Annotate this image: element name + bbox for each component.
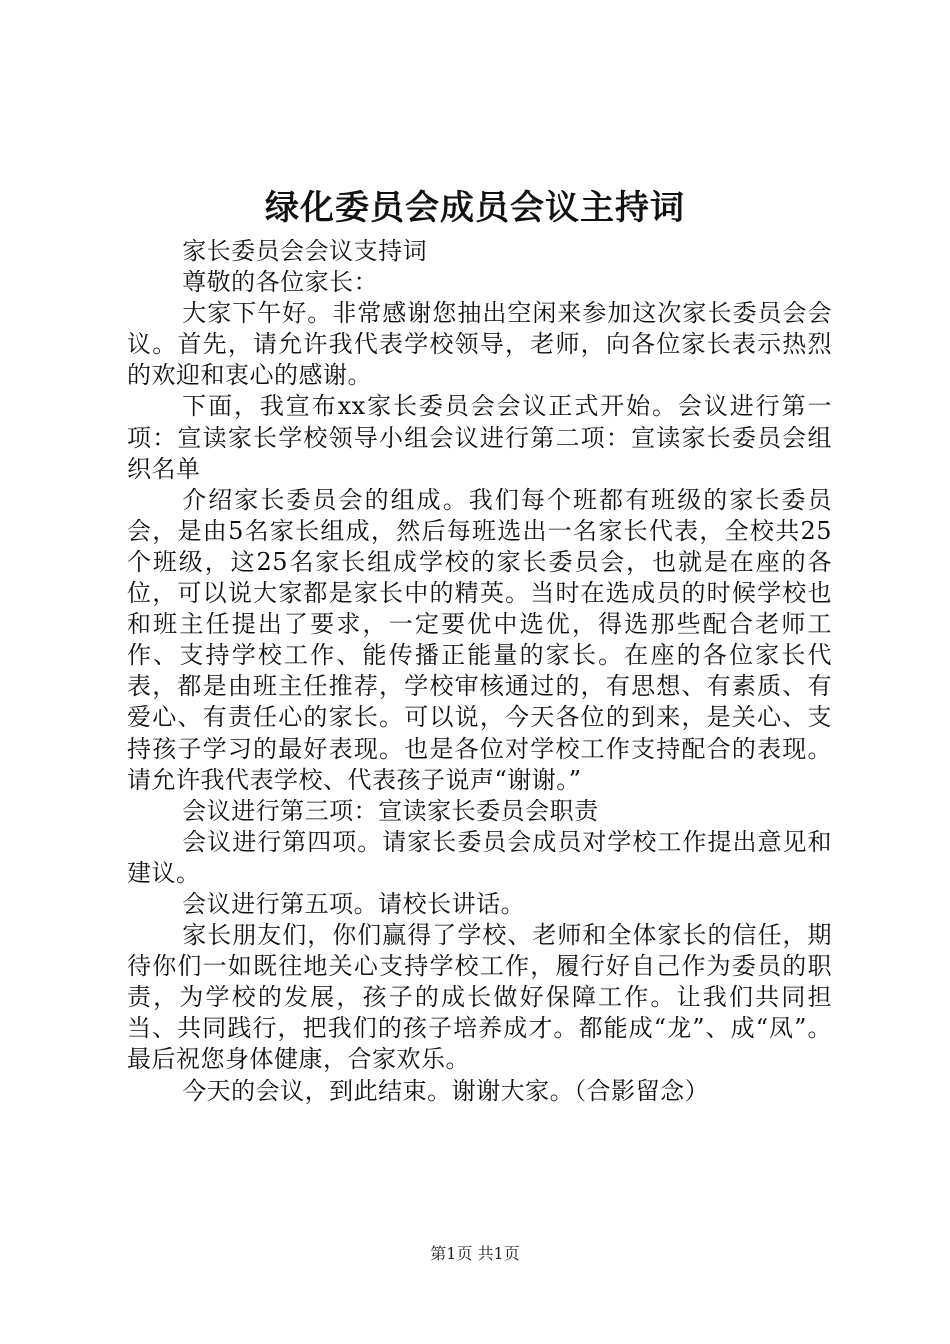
page-footer: 第1页 共1页	[430, 1244, 520, 1263]
paragraph-subtitle: 家长委员会会议支持词	[182, 237, 428, 265]
document-body	[127, 236, 832, 1107]
document-title: 绿化委员会成员会议主持词	[265, 188, 685, 228]
paragraph-agenda-items: 下面，我宣布xx家长委员会会议正式开始。会议进行第一项：宣读家长学校领导小组会议进行第二项：宣读家长委员会组织名单	[127, 392, 832, 483]
paragraph-closing-remarks: 家长朋友们，你们赢得了学校、老师和全体家长的信任，期待你们一如既往地关心支持学校工作，履行好自己作为委员的职责，为学校的发展，孩子的成长做好保障工作。让我们共同担当、共同践行，把我们的孩子培养成才。都能成“龙”、成“凤”。最后祝您身体健康，合家欢乐。	[127, 921, 832, 1074]
paragraph-item-three: 会议进行第三项：宣读家长委员会职责	[182, 796, 599, 825]
paragraph-item-five: 会议进行第五项。请校长讲话。	[182, 889, 526, 918]
paragraph-welcome: 大家下午好。非常感谢您抽出空闲来参加这次家长委员会会议。首先，请允许我代表学校领导，老师，向各位家长表示热烈的欢迎和衷心的感谢。	[127, 299, 832, 390]
paragraph-salutation: 尊敬的各位家长：	[182, 268, 379, 297]
paragraph-committee-introduction: 介绍家长委员会的组成。我们每个班都有班级的家长委员会，是由5名家长组成，然后每班选出一名家长代表，全校共25个班级，这25名家长组成学校的家长委员会，也就是在座的各位，可以说大家都是家长中的精英。当时在选成员的时候学校也和班主任提出了要求，一定要优中选优，得选那些配合老师工作、支持学校工作、能传播正能量的家长。在座的各位家长代表，都是由班主任推荐，学校审核通过的，有思想、有素质、有爱心、有责任心的家长。可以说，今天各位的到来，是关心、支持孩子学习的最好表现。也是各位对学校工作支持配合的表现。请允许我代表学校、代表孩子说声“谢谢。”	[127, 485, 832, 794]
paragraph-meeting-end: 今天的会议，到此结束。谢谢大家。（合影留念）	[182, 1076, 710, 1105]
paragraph-item-four: 会议进行第四项。请家长委员会成员对学校工作提出意见和建议。	[127, 827, 832, 887]
